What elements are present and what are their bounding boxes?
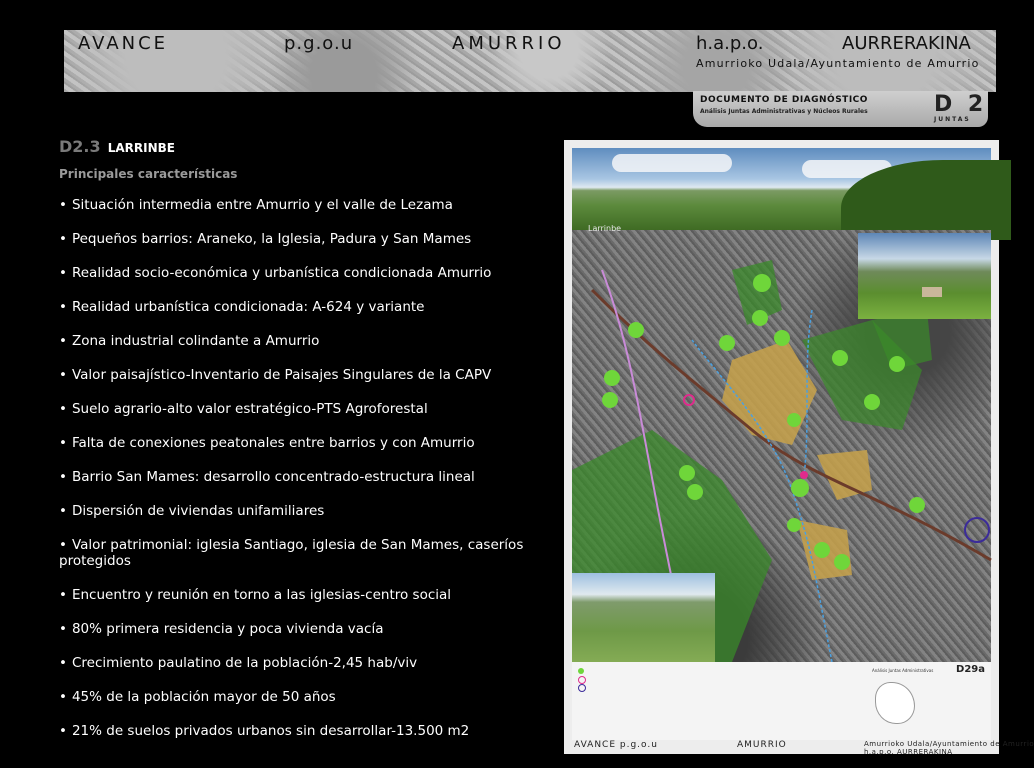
header-aurrerakina: AURRERAKINA [842, 33, 971, 54]
bullet-icon: • [59, 689, 67, 705]
doc-code: D 2 [934, 92, 988, 117]
document-tab [693, 91, 988, 127]
legend-heading: Análisis Juntas Administrativas [872, 668, 934, 673]
farmhouse-shape [922, 287, 942, 297]
map-marker [864, 394, 880, 410]
list-item-text: Situación intermedia entre Amurrio y el valle de Lezama [71, 197, 453, 213]
list-item [59, 333, 559, 349]
section-title: LARRINBE [107, 141, 175, 155]
list-item-text: Pequeños barrios: Araneko, la Iglesia, Padura y San Mames [71, 231, 472, 247]
list-item [59, 689, 559, 705]
church-icon [800, 471, 808, 479]
bullet-icon: • [59, 723, 67, 739]
list-item-text: Realidad socio-económica y urbanística condicionada Amurrio [71, 265, 492, 281]
bullet-icon: • [59, 655, 67, 671]
legend-code: D29a [956, 664, 985, 675]
header-pgou: p.g.o.u [284, 33, 354, 54]
list-item-text: Zona industrial colindante a Amurrio [71, 333, 320, 349]
section-heading [59, 137, 175, 156]
doc-title: DOCUMENTO DE DIAGNÓSTICO [700, 95, 868, 105]
map-place-label: Larrinbe [588, 224, 622, 233]
doc-code-sub: JUNTAS [934, 116, 971, 123]
map-marker [774, 330, 790, 346]
list-item [59, 401, 559, 417]
map-marker [604, 370, 620, 386]
bullet-icon: • [59, 435, 67, 451]
bullet-icon: • [59, 197, 67, 213]
list-item [59, 655, 559, 671]
bullet-icon: • [59, 469, 67, 485]
map-marker [753, 274, 771, 292]
landscape-photo [572, 148, 991, 230]
list-item-text: Crecimiento paulatino de la población-2,45 hab/viv [71, 655, 418, 671]
list-item-text: Valor paisajístico-Inventario de Paisajes Singulares de la CAPV [71, 367, 492, 383]
church-icon [684, 395, 694, 405]
list-item [59, 435, 559, 451]
map-marker [679, 465, 695, 481]
header-amurrio: AMURRIO [452, 33, 566, 54]
footer-hapo [864, 740, 1034, 756]
map-marker [791, 479, 809, 497]
list-item-text: Valor patrimonial: iglesia Santiago, iglesia de San Mames, caseríos protegidos [59, 537, 524, 569]
cloud-shape [612, 154, 732, 172]
bullet-icon: • [59, 401, 67, 417]
map-marker [687, 484, 703, 500]
map-panel [564, 140, 1034, 756]
list-item [59, 587, 559, 603]
header-hapo: h.a.p.o. [696, 33, 764, 54]
legend-dot-icon [578, 684, 586, 692]
list-item-text: 21% de suelos privados urbanos sin desarrollar-13.500 m2 [71, 723, 470, 739]
list-item-text: Encuentro y reunión en torno a las iglesias-centro social [71, 587, 452, 603]
settlement-zone [722, 340, 817, 445]
list-item-text: Dispersión de viviendas unifamiliares [71, 503, 325, 519]
bullet-icon: • [59, 367, 67, 383]
header-avance: AVANCE [78, 33, 169, 54]
list-item [59, 537, 559, 569]
list-item-text: 80% primera residencia y poca vivienda vacía [71, 621, 384, 637]
list-item-text: Barrio San Mames: desarrollo concentrado-estructura lineal [71, 469, 475, 485]
list-item [59, 231, 559, 247]
locator-map-shape [875, 682, 915, 724]
bullet-icon: • [59, 587, 67, 603]
bullet-icon: • [59, 621, 67, 637]
bullet-list [59, 197, 559, 757]
section-subtitle: Principales características [59, 167, 238, 181]
legend-dot-icon [578, 676, 586, 684]
footer-avance: AVANCE p.g.o.u [574, 740, 658, 750]
footer-udala: Amurrioko Udala/Ayuntamiento de Amurrio [864, 740, 1034, 748]
list-item [59, 299, 559, 315]
list-item-text: Suelo agrario-alto valor estratégico-PTS Agroforestal [71, 401, 428, 417]
map-marker [787, 413, 801, 427]
legend-row [578, 676, 588, 685]
bullet-icon: • [59, 503, 67, 519]
map-marker [814, 542, 830, 558]
legend-row [578, 668, 588, 676]
list-item [59, 265, 559, 281]
inset-photo [858, 233, 991, 319]
bullet-icon: • [59, 537, 67, 553]
section-number: D2.3 [59, 137, 101, 156]
map-marker [602, 392, 618, 408]
doc-subtitle: Análisis Juntas Administrativas y Núcleos Rurales [700, 108, 868, 115]
bullet-icon: • [59, 231, 67, 247]
header-udala: Amurrioko Udala/Ayuntamiento de Amurrio [696, 57, 980, 70]
list-item [59, 723, 559, 739]
header-banner [64, 30, 996, 92]
list-item [59, 503, 559, 519]
map-legend [572, 662, 991, 740]
bullet-icon: • [59, 265, 67, 281]
list-item [59, 197, 559, 213]
map-marker [628, 322, 644, 338]
legend-row [578, 684, 588, 693]
map-marker [889, 356, 905, 372]
legend-column [578, 668, 588, 693]
footer-amurrio: AMURRIO [737, 740, 787, 750]
map-marker [832, 350, 848, 366]
legend-dot-icon [578, 668, 584, 674]
list-item-text: Realidad urbanística condicionada: A-624 y variante [71, 299, 425, 315]
map-marker [909, 497, 925, 513]
list-item [59, 367, 559, 383]
list-item [59, 469, 559, 485]
map-marker [719, 335, 735, 351]
map-marker [834, 554, 850, 570]
list-item-text: Falta de conexiones peatonales entre barrios y con Amurrio [71, 435, 475, 451]
footer-aurrerakina: h.a.p.o. AURRERAKINA [864, 748, 953, 756]
map-marker [752, 310, 768, 326]
bullet-icon: • [59, 333, 67, 349]
map-marker [787, 518, 801, 532]
list-item [59, 621, 559, 637]
inset-photo [572, 573, 715, 670]
list-item-text: 45% de la población mayor de 50 años [71, 689, 336, 705]
bullet-icon: • [59, 299, 67, 315]
highlight-circle-icon [965, 518, 989, 542]
